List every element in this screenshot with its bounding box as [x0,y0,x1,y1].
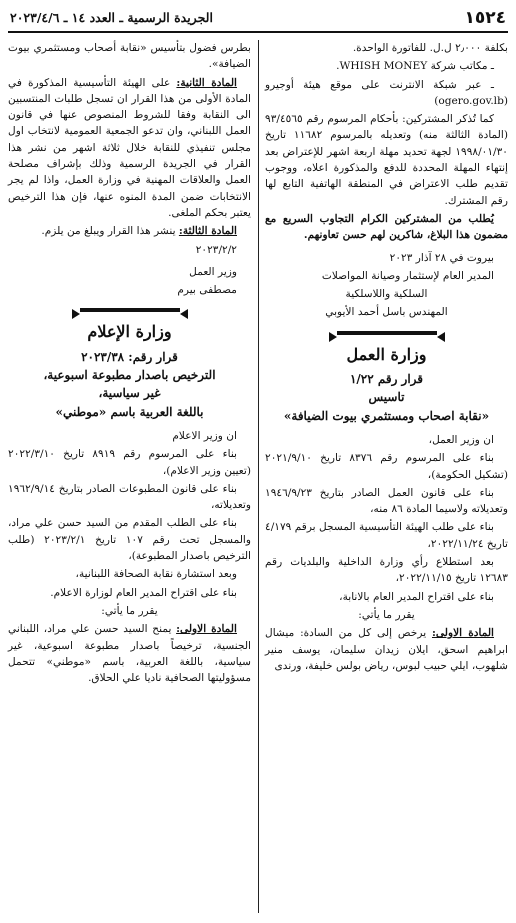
paragraph: بكلفة ٢٫٠٠٠ ل.ل. للفاتورة الواحدة. [352,42,508,54]
paragraph: بناء على اقتراح المدير العام بالانابة، [339,590,494,603]
paragraph: بناء على المرسوم رقم ٨٩١٩ تاريخ ٢٠٢٢/٣/١٠ (تعيين وزير الاعلام)، [8,448,251,477]
paragraph: ـ عبر شبكة الانترنت على موقع هيئة أوجيرو (ogero.gov.lb) [265,78,508,107]
article-label: المادة الاولى: [431,627,494,640]
paragraph: بناء على اقتراح المدير العام لوزارة الاعلام. [50,586,237,599]
decision-subject: «نقابة اصحاب ومستثمري بيوت الضيافة» [283,408,490,423]
article-paragraph [265,625,508,674]
page-number: ١٥٢٤ [464,8,506,28]
paragraph: بطرس فضول بتأسيس «نقابة أصحاب ومستثمري بيوت الضيافة». [8,42,251,71]
paragraph: ان وزير العمل، [428,433,494,446]
section-separator [337,331,437,341]
header-rule [8,31,508,33]
article-paragraph [8,621,251,686]
right-column [265,40,508,676]
signature-title: وزير العمل [189,265,237,278]
article-label: المادة الثالثة: [178,225,237,238]
article-label: المادة الاولى: [176,623,237,636]
paragraph: كما تُذكر المشتركين: بأحكام المرسوم رقم ٩٣/٤٥٦٥ (المادة الثالثة منه) وتعديله بالمرسوم ١١٦٨٢ تاريخ ١٩٩٨/٠١/٣٠ لجهة تحديد مهلة اربعة اشهر للإعتراض بعد إنتهاء المهلة المحددة للدفع والمذكورة اعلاه، ووجوب تقديم طلب الاعتراض في المنطقة الهاتفية التابع لها رقم المشترك. [265,113,508,207]
decides-line: يقرر ما يأتي: [358,608,415,621]
signature-name: مصطفى بيرم [177,284,237,297]
paragraph: بناء على طلب الهيئة التأسيسية المسجل برقم ٤/١٧٩ تاريخ ٢٠٢٢/١١/٢٤، [265,521,508,550]
paragraph: بناء على الطلب المقدم من السيد حسن علي مراد، والمسجل تحت رقم ١٠٧ تاريخ ٢٠٢٣/٢/١ (طلب الترخيص باصدار المطبوعة)، [8,517,251,563]
decision-subject: الترخيص باصدار مطبوعة اسبوعية، [43,368,216,383]
section-separator [80,308,180,318]
paragraph: بناء على قانون المطبوعات الصادر بتاريخ ١٩٦٢/٩/١٤ وتعديلاته، [8,482,251,512]
decision-date: ٢٠٢٣/٢/٢ [195,243,237,256]
decision-number: قرار رقم: ٢٠٢٣/٣٨ [81,349,178,364]
signature-date: بيروت في ٢٨ آذار ٢٠٢٣ [389,251,494,264]
paragraph: بعد استطلاع رأي وزارة الداخلية والبلديات رقم ١٢٦٨٣ تاريخ ٢٠٢٢/١١/١٥، [265,556,508,585]
article-paragraph [8,75,251,222]
paragraph: بناء على المرسوم رقم ٨٣٧٦ تاريخ ٢٠٢١/٩/١٠ (تشكيل الحكومة)، [265,452,508,481]
decides-line: يقرر ما يأتي: [101,604,158,617]
ministry-heading: وزارة العمل [346,344,427,364]
gazette-title: الجريدة الرسمية ـ العدد ١٤ ـ ٢٠٢٣/٤/٦ [10,10,213,25]
paragraph: وبعد استشارة نقابة الصحافة اللبنانية، [75,568,237,581]
article-text: يرخص إلى كل من السادة: ميشال ابراهيم اسحق، ايلان زيدان سليمان، يوسف منير شلهوب، ايلي حبيب لبوس، رياض بولس خليفة، ورندى [265,627,508,672]
decision-subject: غير سياسية، [98,386,161,401]
column-divider [258,40,259,913]
article-text: ينشر هذا القرار ويبلغ من يلزم. [41,225,176,238]
signature-name: المهندس باسل أحمد الأيوبي [325,306,448,319]
paragraph: بناء على قانون العمل الصادر بتاريخ ١٩٤٦/٩/٢٣ وتعديلاته ولاسيما المادة ٨٦ منه، [265,486,508,516]
decision-subject: تاسيس [368,390,405,405]
paragraph: ان وزير الاعلام [172,429,237,442]
article-text: يمنح السيد حسن علي مراد، اللبناني الجنسية، ترخيصاً باصدار مطبوعة اسبوعية، غير سياسية، باللغة العربية، باسم «موطني» تتحمل مسؤوليتها الصحافية ناديا علي الحلاق. [8,623,251,685]
article-text: على الهيئة التأسيسية المذكورة في المادة الأولى من هذا القرار ان تسجل طلبات المنتسبين الى النقابة وفقا للشروط المنصوص عنها في قانون العمل اللبناني، وان تدعو الجمعية العمومية لانتخاب اول مجلس تنفيذي للنقابة خلال ثلاثة اشهر من نشر هذا القرار في الجريدة الرسمية وذلك بإشراف مصلحة العمل والعلاقات المهنية في وزارة العمل، واذا لم يجر الانتخابات ضمن المدة المنوه عنها، فإن هذا الترخيص يعتبر بحكم الملغى. [8,76,251,219]
ministry-heading: وزارة الإعلام [87,322,172,342]
article-paragraph [8,223,251,239]
signature-line: السلكية واللاسلكية [345,288,428,301]
signature-line: المدير العام لإستثمار وصيانة المواصلات [321,269,494,282]
page-header [8,6,508,28]
left-column [8,40,251,688]
decision-subject: باللغة العربية باسم «موطني» [55,404,204,419]
article-label: المادة الثانية: [176,76,238,89]
decision-number: قرار رقم ١/٢٢ [349,372,424,387]
paragraph: ـ مكاتب شركة WHISH MONEY. [336,60,494,73]
notice-paragraph: يُطلب من المشتركين الكرام التجاوب السريع مع مضمون هذا البلاغ، شاكرين لهم حسن تعاونهم. [265,212,508,242]
